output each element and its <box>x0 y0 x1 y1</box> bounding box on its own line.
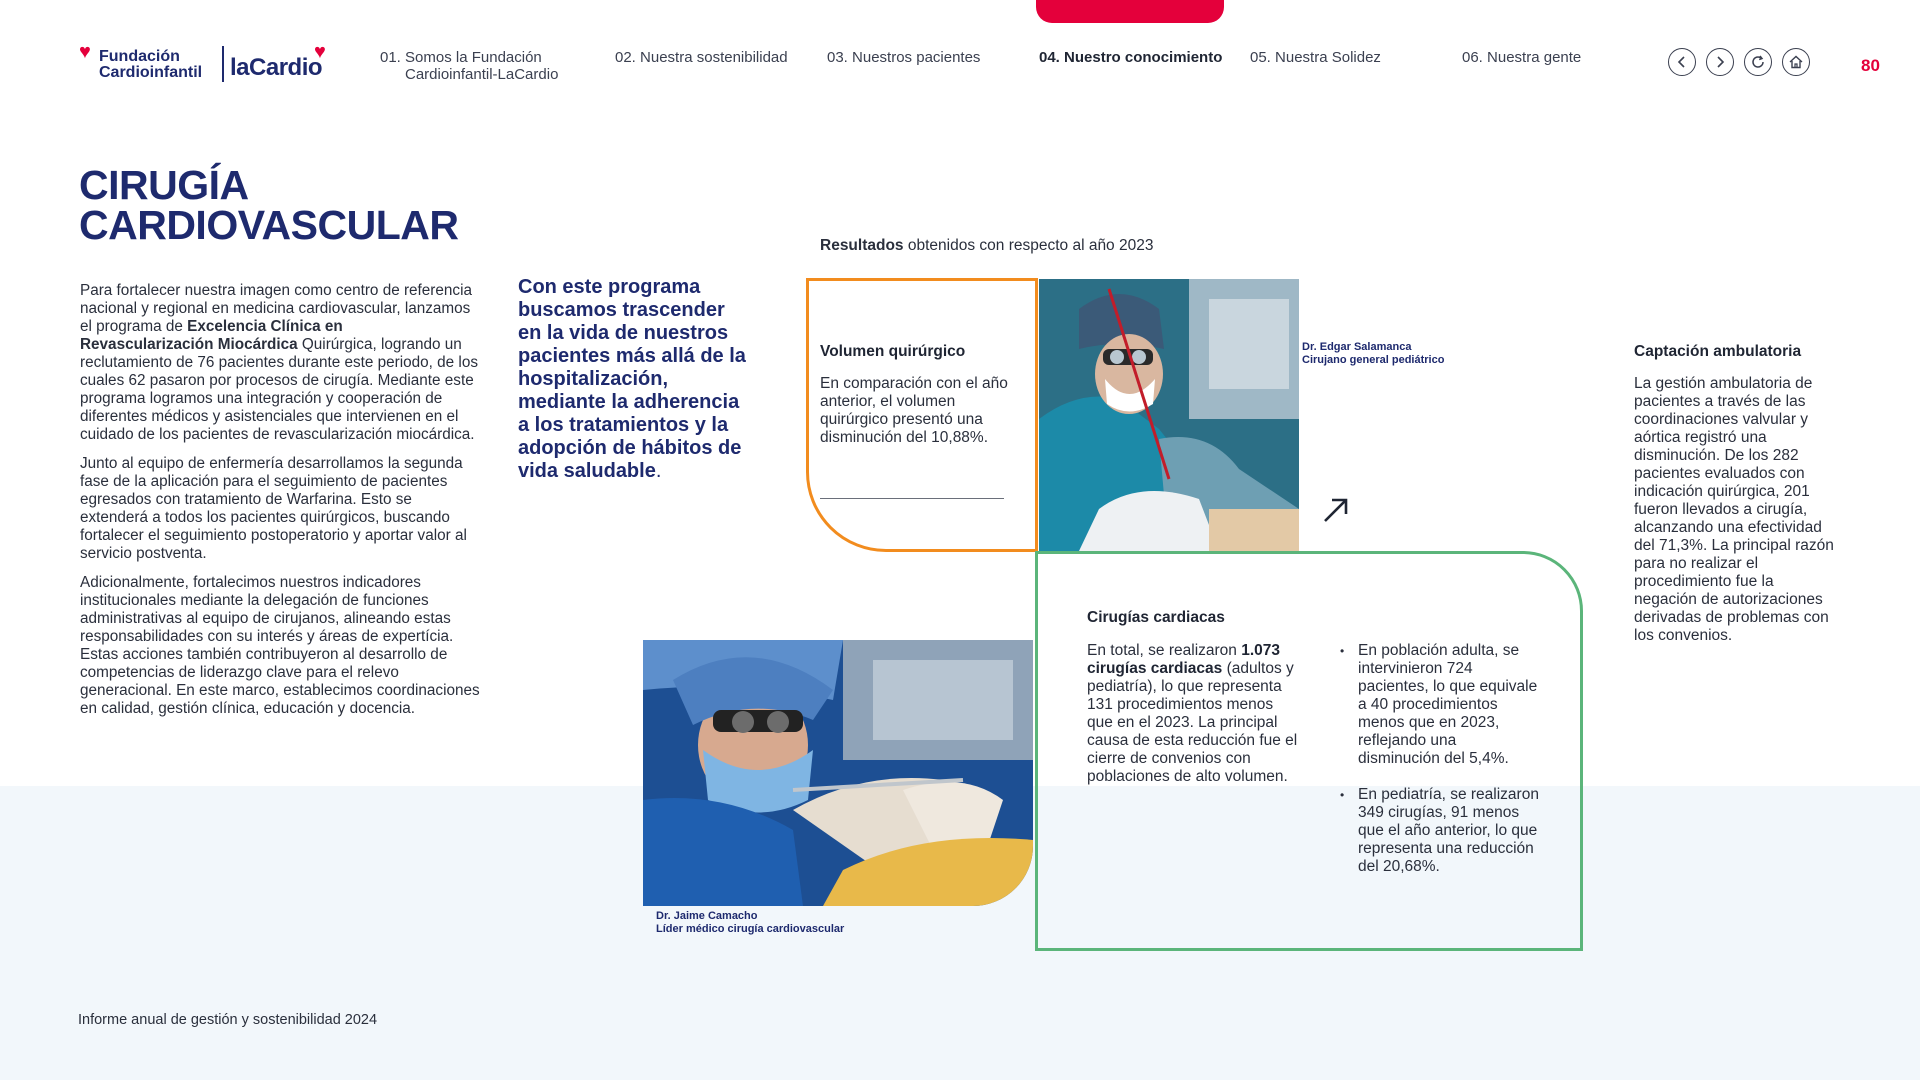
nav-item-solidez[interactable] <box>1250 49 1381 66</box>
nav-number: 03. <box>827 49 848 66</box>
nav-item-sostenibilidad[interactable] <box>615 49 788 66</box>
cirugias-text-start: En total, se realizaron <box>1087 642 1242 659</box>
surgeon-photo-salamanca <box>1039 279 1299 551</box>
logo-fundacion-line2: Cardioinfantil <box>99 64 203 81</box>
page-title <box>79 162 459 248</box>
list-item: • En pediatría, se realizaron 349 cirugías, 91 menos que el año anterior, lo que representa una reducción del 20,68%. <box>1340 786 1540 876</box>
divider <box>820 498 1004 499</box>
nav-number: 06. <box>1462 49 1483 66</box>
intro-paragraph-1 <box>80 282 480 444</box>
quote-end: . <box>655 460 662 482</box>
page-number: 80 <box>1861 56 1880 75</box>
logo-fundacion <box>79 42 219 82</box>
volumen-title: Volumen quirúrgico <box>820 343 966 360</box>
logo-lacardio-text: laCardio <box>230 54 323 81</box>
caption-name: Dr. Jaime Camacho <box>656 910 758 922</box>
nav-number: 02. <box>615 49 636 66</box>
nav-label-line2: Cardioinfantil-LaCardio <box>405 66 559 83</box>
results-heading-bold: Resultados <box>820 237 904 254</box>
heart-icon: ♥ <box>314 41 326 63</box>
nav-label: Nuestra sostenibilidad <box>640 49 788 66</box>
cirugias-text <box>1087 642 1302 786</box>
intro-paragraph-3: Adicionalmente, fortalecimos nuestros indicadores institucionales mediante la delegación de funciones administrativas al equipo de cirujanos, alineando estas responsabilidades con su interés y áreas de expertícia. Estas acciones también contribuyeron al desarrollo de competencias de liderazgo clave para el relevo generacional. En este marco, establecimos coordinaciones en calidad, gestión clínica, educación y docencia. <box>80 574 480 717</box>
caption-role: Líder médico cirugía cardiovascular <box>656 923 845 935</box>
results-heading <box>820 237 1153 255</box>
footer-text: Informe anual de gestión y sostenibilidad 2024 <box>78 1012 378 1028</box>
program-name: Excelencia Clínica en Revascularización Miocárdica <box>80 318 343 353</box>
results-heading-rest: obtenidos con respecto al año 2023 <box>903 237 1154 254</box>
list-item: • En población adulta, se intervinieron 724 pacientes, lo que equivale a 40 procedimientos menos que en 2023, reflejando una disminución del 5,4%. <box>1340 642 1540 768</box>
nav-label: Somos la Fundación <box>405 49 542 66</box>
nav-number: 04. <box>1039 49 1060 66</box>
previous-page-button[interactable] <box>1668 48 1696 76</box>
cirugias-title: Cirugías cardiacas <box>1087 609 1225 626</box>
logo-fundacion-line1: Fundación <box>99 48 180 65</box>
next-page-button[interactable] <box>1706 48 1734 76</box>
caption-role: Cirujano general pediátrico <box>1302 354 1445 366</box>
nav-number: 05. <box>1250 49 1271 66</box>
surgeon-photo-camacho <box>643 640 1033 906</box>
cirugias-text-end: (adultos y pediatría), lo que representa 131 procedimientos menos que en el 2023. La principal causa de esta reducción fue el cierre de convenios con poblaciones de alto volumen. <box>1087 660 1298 785</box>
volumen-text: En comparación con el año anterior, el volumen quirúrgico presentó una disminución del 10,88%. <box>820 375 1008 446</box>
nav-item-somos[interactable] <box>380 49 558 83</box>
cirugias-bullet-list <box>1340 642 1540 894</box>
page-title-line2: CARDIOVASCULAR <box>79 202 459 248</box>
nav-label: Nuestra gente <box>1487 49 1582 66</box>
chevron-left-icon <box>1674 54 1690 70</box>
intro-p1-end: Quirúrgica, logrando un reclutamiento de 76 pacientes durante este periodo, de los cuales 62 pasaron por procesos de cirugía. Mediante este programa logramos una integración y cooperación de diferentes médicos y asistenciales que intervienen en el cuidado de los pacientes de revascularización miocárdica. <box>80 336 478 443</box>
nav-label: Nuestros pacientes <box>852 49 981 66</box>
photo-caption-camacho <box>656 910 844 936</box>
home-button[interactable] <box>1782 48 1810 76</box>
cirugias-total: 1.073 cirugías cardiacas <box>1087 642 1281 677</box>
highlight-quote <box>518 276 748 483</box>
refresh-icon <box>1750 54 1766 70</box>
active-tab-indicator <box>1036 0 1224 23</box>
caption-name: Dr. Edgar Salamanca <box>1302 341 1412 353</box>
refresh-button[interactable] <box>1744 48 1772 76</box>
home-icon <box>1788 54 1804 70</box>
logo-divider <box>222 46 224 82</box>
logo-lacardio <box>230 42 350 82</box>
nav-item-gente[interactable] <box>1462 49 1581 66</box>
intro-p1-start: Para fortalecer nuestra imagen como centro de referencia nacional y regional en medicina cardiovascular, lanzamos el programa de <box>80 282 472 335</box>
ambulatoria-text: La gestión ambulatoria de pacientes a través de las coordinaciones valvular y aórtica registró una disminución. De los 282 pacientes evaluados con indicación quirúrgica, 201 fueron llevados a cirugía, alcanzando una efectividad del 71,3%. La principal razón para no realizar el procedimiento fue la negación de autorizaciones derivadas de problemas con los convenios. <box>1634 375 1834 644</box>
nav-item-conocimiento[interactable] <box>1039 49 1222 66</box>
heart-icon: ♥ <box>79 41 91 63</box>
intro-text <box>80 282 480 729</box>
arrow-up-right-icon[interactable] <box>1320 494 1352 526</box>
ambulatoria-title: Captación ambulatoria <box>1634 343 1802 360</box>
nav-label: Nuestra Solidez <box>1275 49 1381 66</box>
nav-label: Nuestro conocimiento <box>1064 49 1223 66</box>
intro-paragraph-2: Junto al equipo de enfermería desarrollamos la segunda fase de la aplicación para el seguimiento de pacientes egresados con tratamiento de Warfarina. Esto se extenderá a todos los pacientes quirúrgicos, buscando fortalecer el seguimiento postoperatorio y aportar valor al servicio postventa. <box>80 455 467 562</box>
nav-item-pacientes[interactable] <box>827 49 980 66</box>
chevron-right-icon <box>1712 54 1728 70</box>
photo-caption-salamanca <box>1302 341 1444 367</box>
nav-number: 01. <box>380 49 401 66</box>
page-title-line1: CIRUGÍA <box>79 162 249 208</box>
quote-text: Con este programa buscamos trascender en la vida de nuestros pacientes más allá de la hospitalización, mediante la adherencia a los tratamientos y la adopción de hábitos de vida saludable <box>518 276 746 482</box>
